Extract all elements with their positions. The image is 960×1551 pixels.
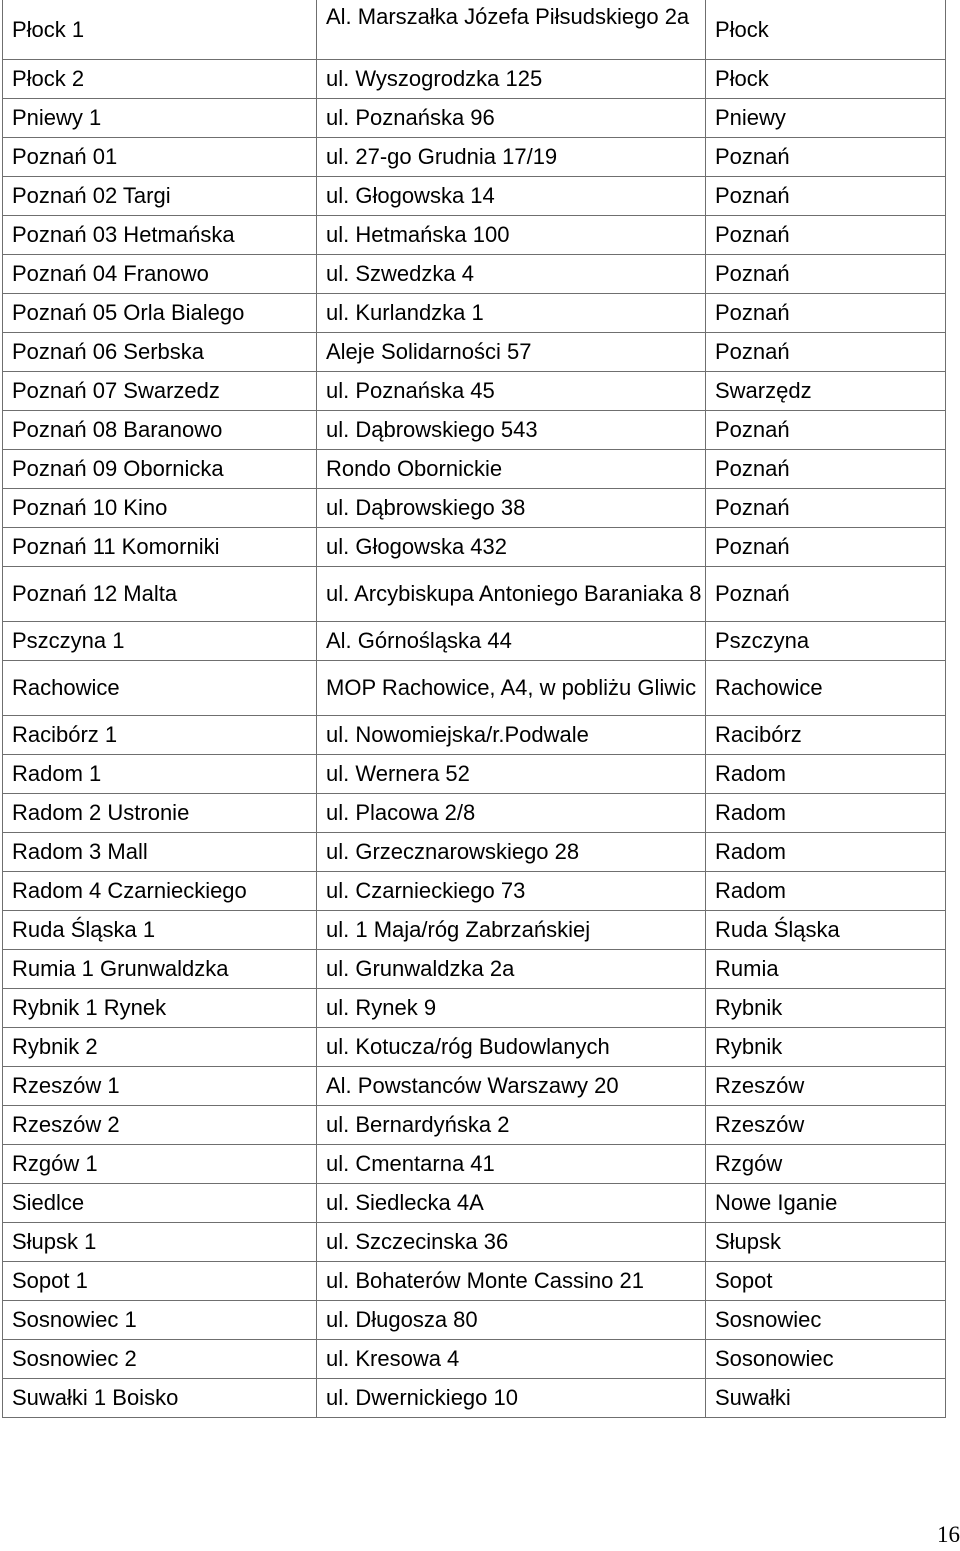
cell-address: ul. Nowomiejska/r.Podwale	[317, 715, 706, 754]
cell-name: Rzeszów 1	[3, 1066, 317, 1105]
table-row	[3, 0, 946, 59]
table-row	[3, 1066, 946, 1105]
cell-name: Poznań 08 Baranowo	[3, 410, 317, 449]
cell-city: Rachowice	[706, 660, 946, 715]
cell-address: ul. Poznańska 45	[317, 371, 706, 410]
table-row	[3, 1144, 946, 1183]
cell-name: Poznań 07 Swarzedz	[3, 371, 317, 410]
cell-name: Poznań 05 Orla Bialego	[3, 293, 317, 332]
cell-city: Rybnik	[706, 988, 946, 1027]
table-row	[3, 1105, 946, 1144]
cell-city: Radom	[706, 754, 946, 793]
table-row	[3, 488, 946, 527]
cell-city: Rumia	[706, 949, 946, 988]
cell-city: Poznań	[706, 176, 946, 215]
cell-address: ul. Głogowska 14	[317, 176, 706, 215]
cell-address: ul. Dwernickiego 10	[317, 1378, 706, 1417]
cell-city: Racibórz	[706, 715, 946, 754]
cell-city: Radom	[706, 832, 946, 871]
cell-city: Poznań	[706, 254, 946, 293]
cell-address: ul. Siedlecka 4A	[317, 1183, 706, 1222]
table-row	[3, 1027, 946, 1066]
cell-address: ul. Kurlandzka 1	[317, 293, 706, 332]
cell-city: Poznań	[706, 566, 946, 621]
cell-city: Ruda Śląska	[706, 910, 946, 949]
cell-name: Słupsk 1	[3, 1222, 317, 1261]
cell-address: ul. Wernera 52	[317, 754, 706, 793]
cell-address: ul. Czarnieckiego 73	[317, 871, 706, 910]
cell-name: Sopot 1	[3, 1261, 317, 1300]
table-row	[3, 59, 946, 98]
cell-name: Poznań 12 Malta	[3, 566, 317, 621]
cell-address: ul. Rynek 9	[317, 988, 706, 1027]
cell-address: ul. Długosza 80	[317, 1300, 706, 1339]
cell-address: ul. Arcybiskupa Antoniego Baraniaka 8	[317, 566, 706, 621]
table-row	[3, 949, 946, 988]
cell-city: Poznań	[706, 137, 946, 176]
cell-city: Sosnowiec	[706, 1300, 946, 1339]
cell-city: Poznań	[706, 215, 946, 254]
cell-city: Swarzędz	[706, 371, 946, 410]
cell-city: Radom	[706, 871, 946, 910]
table-row	[3, 793, 946, 832]
cell-city: Poznań	[706, 410, 946, 449]
table-row	[3, 137, 946, 176]
cell-city: Pniewy	[706, 98, 946, 137]
cell-city: Poznań	[706, 293, 946, 332]
cell-city: Rybnik	[706, 1027, 946, 1066]
cell-name: Rybnik 2	[3, 1027, 317, 1066]
table-row	[3, 621, 946, 660]
table-row	[3, 1222, 946, 1261]
cell-name: Sosnowiec 1	[3, 1300, 317, 1339]
cell-city: Rzeszów	[706, 1105, 946, 1144]
cell-city: Płock	[706, 59, 946, 98]
cell-city: Rzgów	[706, 1144, 946, 1183]
cell-name: Pszczyna 1	[3, 621, 317, 660]
stations-table-body	[3, 0, 946, 1417]
cell-name: Poznań 11 Komorniki	[3, 527, 317, 566]
cell-name: Poznań 02 Targi	[3, 176, 317, 215]
cell-name: Radom 3 Mall	[3, 832, 317, 871]
cell-address: ul. Kotucza/róg Budowlanych	[317, 1027, 706, 1066]
cell-address: ul. Bernardyńska 2	[317, 1105, 706, 1144]
cell-address: ul. Grunwaldzka 2a	[317, 949, 706, 988]
cell-city: Radom	[706, 793, 946, 832]
table-row	[3, 754, 946, 793]
table-row	[3, 1261, 946, 1300]
table-row	[3, 988, 946, 1027]
cell-address: ul. Cmentarna 41	[317, 1144, 706, 1183]
table-row	[3, 332, 946, 371]
cell-address: Al. Marszałka Józefa Piłsudskiego 2a	[317, 0, 706, 59]
cell-name: Siedlce	[3, 1183, 317, 1222]
cell-name: Rybnik 1 Rynek	[3, 988, 317, 1027]
table-row	[3, 293, 946, 332]
cell-address: ul. Poznańska 96	[317, 98, 706, 137]
cell-name: Radom 2 Ustronie	[3, 793, 317, 832]
table-row	[3, 410, 946, 449]
table-row	[3, 832, 946, 871]
cell-address: ul. 27-go Grudnia 17/19	[317, 137, 706, 176]
cell-city: Poznań	[706, 527, 946, 566]
table-row	[3, 1339, 946, 1378]
cell-city: Poznań	[706, 332, 946, 371]
cell-city: Poznań	[706, 488, 946, 527]
cell-name: Poznań 10 Kino	[3, 488, 317, 527]
cell-city: Rzeszów	[706, 1066, 946, 1105]
cell-city: Płock	[706, 0, 946, 59]
cell-city: Suwałki	[706, 1378, 946, 1417]
cell-name: Rzeszów 2	[3, 1105, 317, 1144]
cell-name: Rzgów 1	[3, 1144, 317, 1183]
cell-address: Al. Górnośląska 44	[317, 621, 706, 660]
cell-city: Słupsk	[706, 1222, 946, 1261]
table-row	[3, 254, 946, 293]
cell-name: Poznań 06 Serbska	[3, 332, 317, 371]
table-row	[3, 910, 946, 949]
cell-address: MOP Rachowice, A4, w pobliżu Gliwic	[317, 660, 706, 715]
cell-city: Poznań	[706, 449, 946, 488]
cell-address: ul. Dąbrowskiego 38	[317, 488, 706, 527]
cell-name: Rumia 1 Grunwaldzka	[3, 949, 317, 988]
cell-city: Sopot	[706, 1261, 946, 1300]
stations-table	[2, 0, 946, 1418]
cell-name: Pniewy 1	[3, 98, 317, 137]
cell-address: ul. Wyszogrodzka 125	[317, 59, 706, 98]
table-row	[3, 527, 946, 566]
cell-city: Pszczyna	[706, 621, 946, 660]
cell-name: Sosnowiec 2	[3, 1339, 317, 1378]
table-row	[3, 1300, 946, 1339]
cell-name: Płock 1	[3, 0, 317, 59]
cell-address: ul. 1 Maja/róg Zabrzańskiej	[317, 910, 706, 949]
cell-address: ul. Placowa 2/8	[317, 793, 706, 832]
cell-address: Rondo Obornickie	[317, 449, 706, 488]
table-row	[3, 566, 946, 621]
cell-name: Racibórz 1	[3, 715, 317, 754]
table-row	[3, 215, 946, 254]
table-row	[3, 660, 946, 715]
cell-address: ul. Hetmańska 100	[317, 215, 706, 254]
cell-address: ul. Grzecznarowskiego 28	[317, 832, 706, 871]
cell-name: Ruda Śląska 1	[3, 910, 317, 949]
cell-city: Sosonowiec	[706, 1339, 946, 1378]
cell-name: Radom 1	[3, 754, 317, 793]
cell-name: Poznań 04 Franowo	[3, 254, 317, 293]
cell-address: ul. Głogowska 432	[317, 527, 706, 566]
cell-address: Al. Powstanców Warszawy 20	[317, 1066, 706, 1105]
table-row	[3, 449, 946, 488]
cell-city: Nowe Iganie	[706, 1183, 946, 1222]
cell-name: Poznań 09 Obornicka	[3, 449, 317, 488]
table-row	[3, 98, 946, 137]
table-row	[3, 1378, 946, 1417]
cell-name: Płock 2	[3, 59, 317, 98]
table-row	[3, 176, 946, 215]
table-row	[3, 1183, 946, 1222]
table-row	[3, 715, 946, 754]
cell-name: Suwałki 1 Boisko	[3, 1378, 317, 1417]
cell-address: ul. Szwedzka 4	[317, 254, 706, 293]
cell-name: Poznań 03 Hetmańska	[3, 215, 317, 254]
table-row	[3, 871, 946, 910]
cell-name: Poznań 01	[3, 137, 317, 176]
cell-address: Aleje Solidarności 57	[317, 332, 706, 371]
page-number: 16	[937, 1522, 960, 1547]
table-row	[3, 371, 946, 410]
cell-address: ul. Bohaterów Monte Cassino 21	[317, 1261, 706, 1300]
cell-name: Rachowice	[3, 660, 317, 715]
cell-name: Radom 4 Czarnieckiego	[3, 871, 317, 910]
cell-address: ul. Kresowa 4	[317, 1339, 706, 1378]
cell-address: ul. Dąbrowskiego 543	[317, 410, 706, 449]
cell-address: ul. Szczecinska 36	[317, 1222, 706, 1261]
